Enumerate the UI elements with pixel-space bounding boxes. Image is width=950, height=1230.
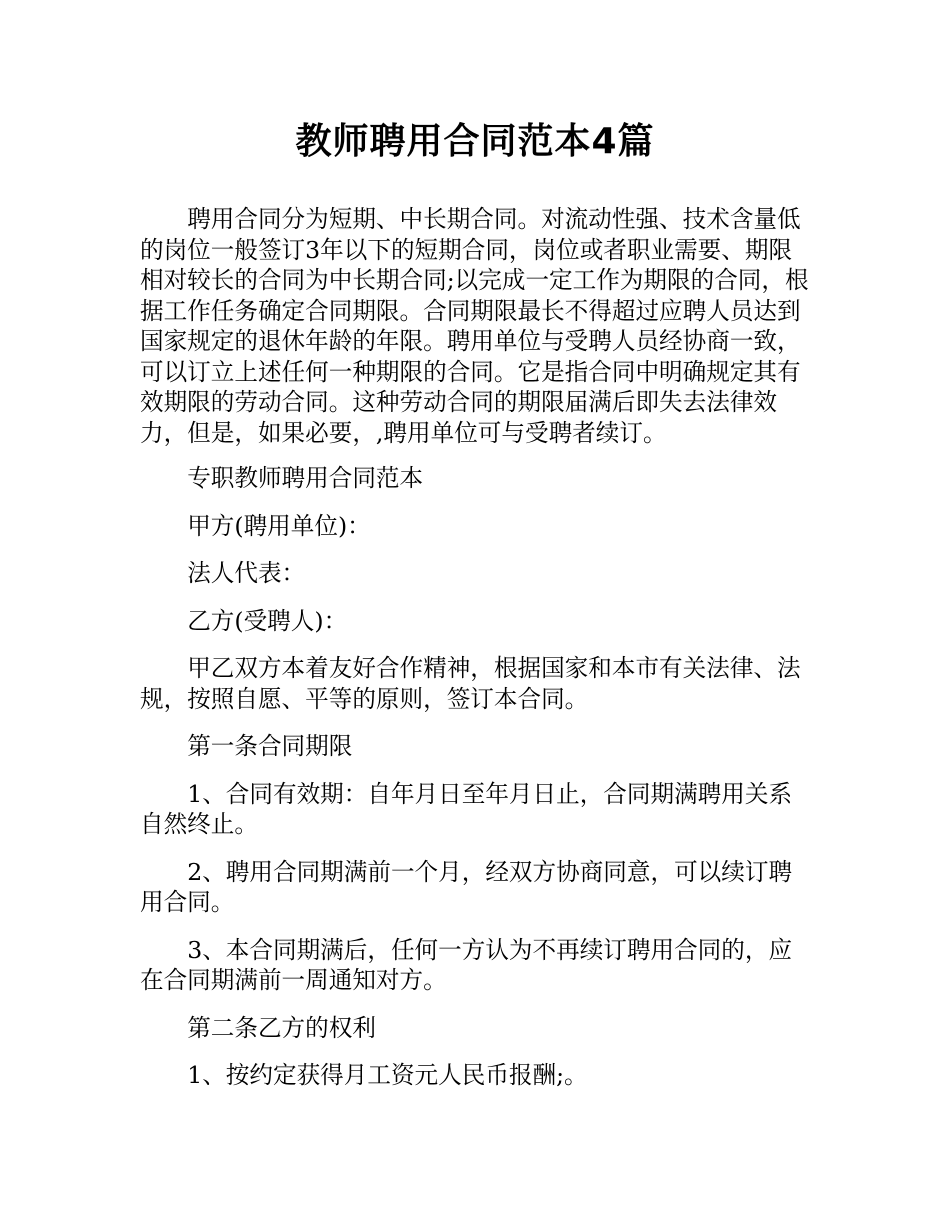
document-title: 教师聘用合同范本4篇 bbox=[295, 121, 655, 162]
party-b-line: 乙方(受聘人)： bbox=[187, 606, 348, 635]
intro-paragraph: 聘用合同分为短期、中长期合同。对流动性强、技术含量低的岗位一般签订3年以下的短期合同，岗位或者职业需要、期限相对较长的合同为中长期合同;以完成一定工作为期限的合同，根据工作任务确定合同期限。合同期限最长不得超过应聘人员达到国家规定的退休年龄的年限。聘用单位与受聘人员经协商一致，可以订立上述任何一种期限的合同。它是指合同中明确规定其有效期限的劳动合同。这种劳动合同的期限届满后即失去法律效力，但是，如果必要，,聘用单位可与受聘者续订。 bbox=[140, 205, 809, 447]
article-2-clause-1: 1、按约定获得月工资元人民币报酬;。 bbox=[187, 1061, 588, 1089]
party-a-line: 甲方(聘用单位)： bbox=[187, 511, 371, 540]
article-1-clause-3: 3、本合同期满后，任何一方认为不再续订聘用合同的，应在合同期满前一周通知对方。 bbox=[140, 935, 793, 994]
article-1-clause-2: 2、聘用合同期满前一个月，经双方协商同意，可以续订聘用合同。 bbox=[140, 857, 793, 916]
article-1-clause-1: 1、合同有效期：自年月日至年月日止，合同期满聘用关系自然终止。 bbox=[140, 779, 793, 838]
article-1-heading: 第一条合同期限 bbox=[187, 732, 353, 760]
legal-rep-line: 法人代表： bbox=[187, 559, 306, 587]
contract-heading: 专职教师聘用合同范本 bbox=[187, 464, 424, 492]
document-body bbox=[140, 204, 812, 1108]
article-2-heading: 第二条乙方的权利 bbox=[187, 1013, 376, 1042]
preamble-paragraph: 甲乙双方本着友好合作精神，根据国家和本市有关法律、法规，按照自愿、平等的原则，签订本合同。 bbox=[140, 654, 801, 713]
